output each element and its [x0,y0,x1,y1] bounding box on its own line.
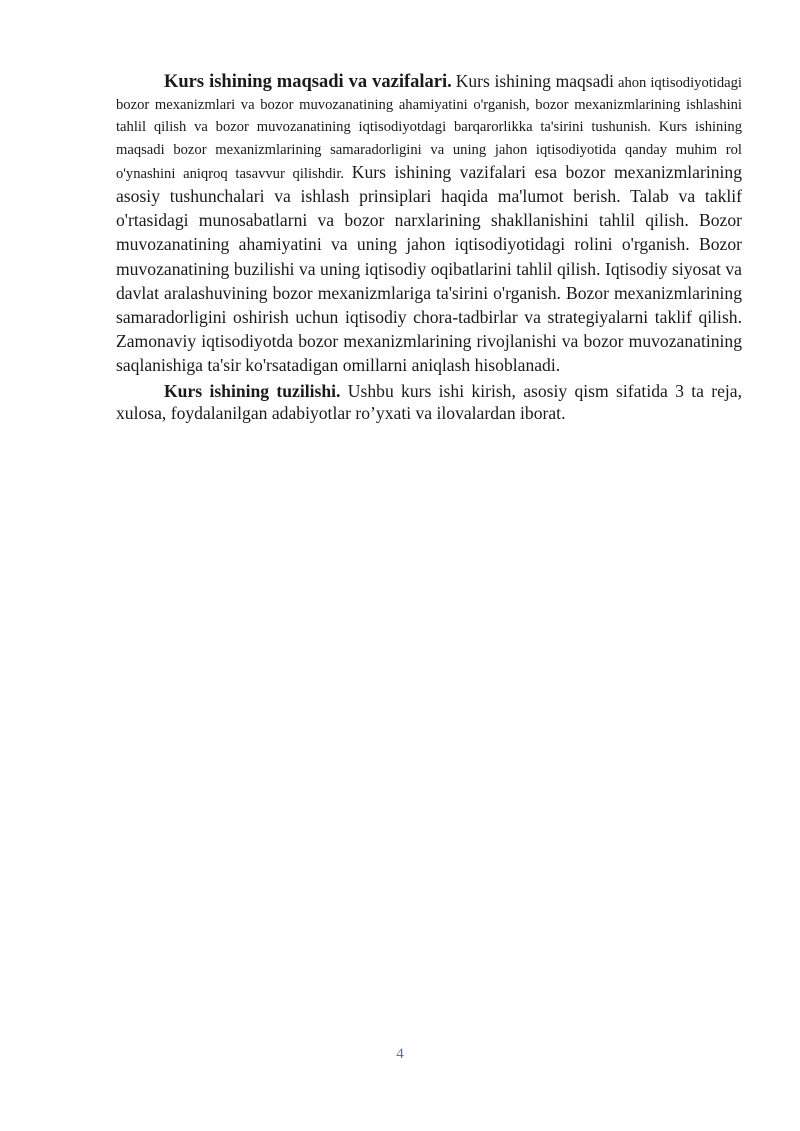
heading-goals: Kurs ishining maqsadi va vazifalari. [164,72,452,92]
page-number: 4 [396,1046,404,1062]
document-page [116,70,742,424]
paragraph-structure [116,380,742,424]
tasks-text: Kurs ishining vazifalari esa bozor mexanizmlarining asosiy tushunchalari va ishlash prinsiplari haqida ma'lumot berish. Talab va taklif o'rtasidagi munosabatlarni va bozor narxlarining shakllanishini tahlil qilish. Bozor muvozanatining ahamiyatini va uning jahon iqtisodiyotidagi rolini o'rganish. Bozor muvozanatining buzilishi va uning iqtisodiy oqibatlarini tahlil qilish. Iqtisodiy siyosat va davlat aralashuvining bozor mexanizmlariga ta'sirini o'rganish. Bozor mexanizmlarining samaradorligini oshirish uchun iqtisodiy chora-tadbirlar va strategiyalarni taklif qilish. Zamonaviy iqtisodiyotda bozor mexanizmlarining rivojlanishi va bozor muvozanatining saqlanishiga ta'sir ko'rsatadigan omillarni aniqlash hisoblanadi. [116,161,742,376]
structure-text: Ushbu kurs ishi kirish, asosiy qism sifatida 3 ta reja, xulosa, foydalanilgan adabiyotlar ro’yxati va ilovalardan iborat. [116,380,743,423]
paragraph-goals [116,70,742,379]
goals-text-small: ahon iqtisodiyotidagi bozor mexanizmlari va bozor muvozanatining ahamiyatini o'rganish, bozor mexanizmlarining ishlashini tahlil qilish va bozor muvozanatining iqtisodiyotdagi barqarorlikka ta'sirini tushunish. Kurs ishining maqsadi bozor mexanizmlarining samaradorligini va uning jahon iqtisodiyotida qanday muhim rol o'ynashini aniqroq tasavvur qilishdir. [116,75,742,182]
goals-text-start: Kurs ishining maqsadi [455,71,614,91]
heading-structure: Kurs ishining tuzilishi. [164,380,341,401]
